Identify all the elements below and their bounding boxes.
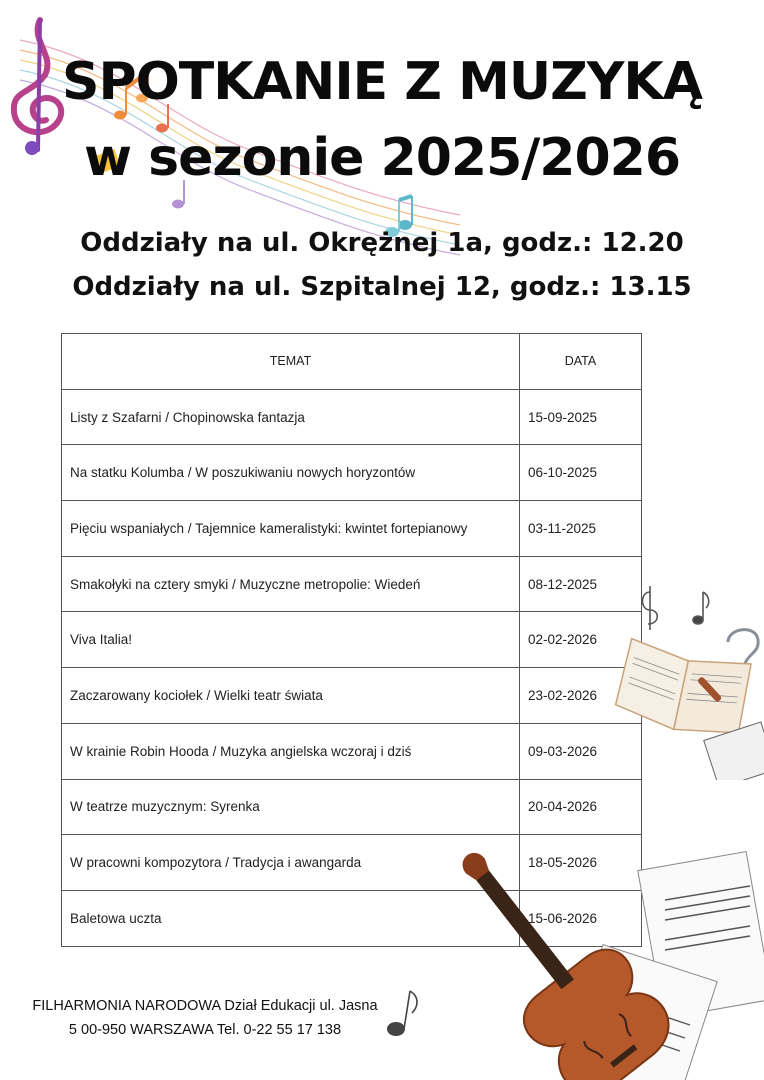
footer-address-line2: 5 00-950 WARSZAWA Tel. 0-22 55 17 138 xyxy=(68,1022,342,1038)
table-row xyxy=(62,501,642,557)
topic-cell: W teatrze muzycznym: Syrenka xyxy=(62,779,520,835)
topic-cell: Smakołyki na cztery smyki / Muzyczne metropolie: Wiedeń xyxy=(62,556,520,612)
header-topic: TEMAT xyxy=(62,334,520,390)
date-cell: 09-03-2026 xyxy=(520,723,642,779)
page-title-line2: w sezonie 2025/2026 xyxy=(83,128,680,188)
date-cell: 23-02-2026 xyxy=(520,668,642,724)
date-cell: 18-05-2026 xyxy=(520,835,642,891)
sheet-music-book-icon xyxy=(610,580,764,780)
date-cell: 02-02-2026 xyxy=(520,612,642,668)
table-row xyxy=(62,556,642,612)
date-cell: 03-11-2025 xyxy=(520,501,642,557)
topic-cell: Na statku Kolumba / W poszukiwaniu nowych horyzontów xyxy=(62,445,520,501)
table-row xyxy=(62,389,642,445)
date-cell: 06-10-2025 xyxy=(520,445,642,501)
date-cell: 15-06-2026 xyxy=(520,890,642,946)
table-row xyxy=(62,612,642,668)
footer-music-note-icon xyxy=(384,985,424,1040)
page-title-line1: SPOTKANIE Z MUZYKĄ xyxy=(62,52,702,112)
date-cell: 20-04-2026 xyxy=(520,779,642,835)
topic-cell: Listy z Szafarni / Chopinowska fantazja xyxy=(62,389,520,445)
table-row xyxy=(62,668,642,724)
table-header-row xyxy=(62,334,642,390)
topic-cell: W pracowni kompozytora / Tradycja i awangarda xyxy=(62,835,520,891)
header-date: DATA xyxy=(520,334,642,390)
topic-cell: W krainie Robin Hooda / Muzyka angielska wczoraj i dziś xyxy=(62,723,520,779)
topic-cell: Baletowa uczta xyxy=(62,890,520,946)
table-row xyxy=(62,445,642,501)
subtitle-szpitalna: Oddziały na ul. Szpitalnej 12, godz.: 13.15 xyxy=(72,272,692,302)
footer-address-line1: FILHARMONIA NARODOWA Dział Edukacji ul. Jasna xyxy=(32,998,378,1014)
date-cell: 15-09-2025 xyxy=(520,389,642,445)
subtitle-okrezna: Oddziały na ul. Okrężnej 1a, godz.: 12.20 xyxy=(80,228,684,258)
topic-cell: Viva Italia! xyxy=(62,612,520,668)
topic-cell: Zaczarowany kociołek / Wielki teatr świata xyxy=(62,668,520,724)
topic-cell: Pięciu wspaniałych / Tajemnice kameralistyki: kwintet fortepianowy xyxy=(62,501,520,557)
date-cell: 08-12-2025 xyxy=(520,556,642,612)
table-row xyxy=(62,723,642,779)
violin-icon xyxy=(440,820,764,1080)
